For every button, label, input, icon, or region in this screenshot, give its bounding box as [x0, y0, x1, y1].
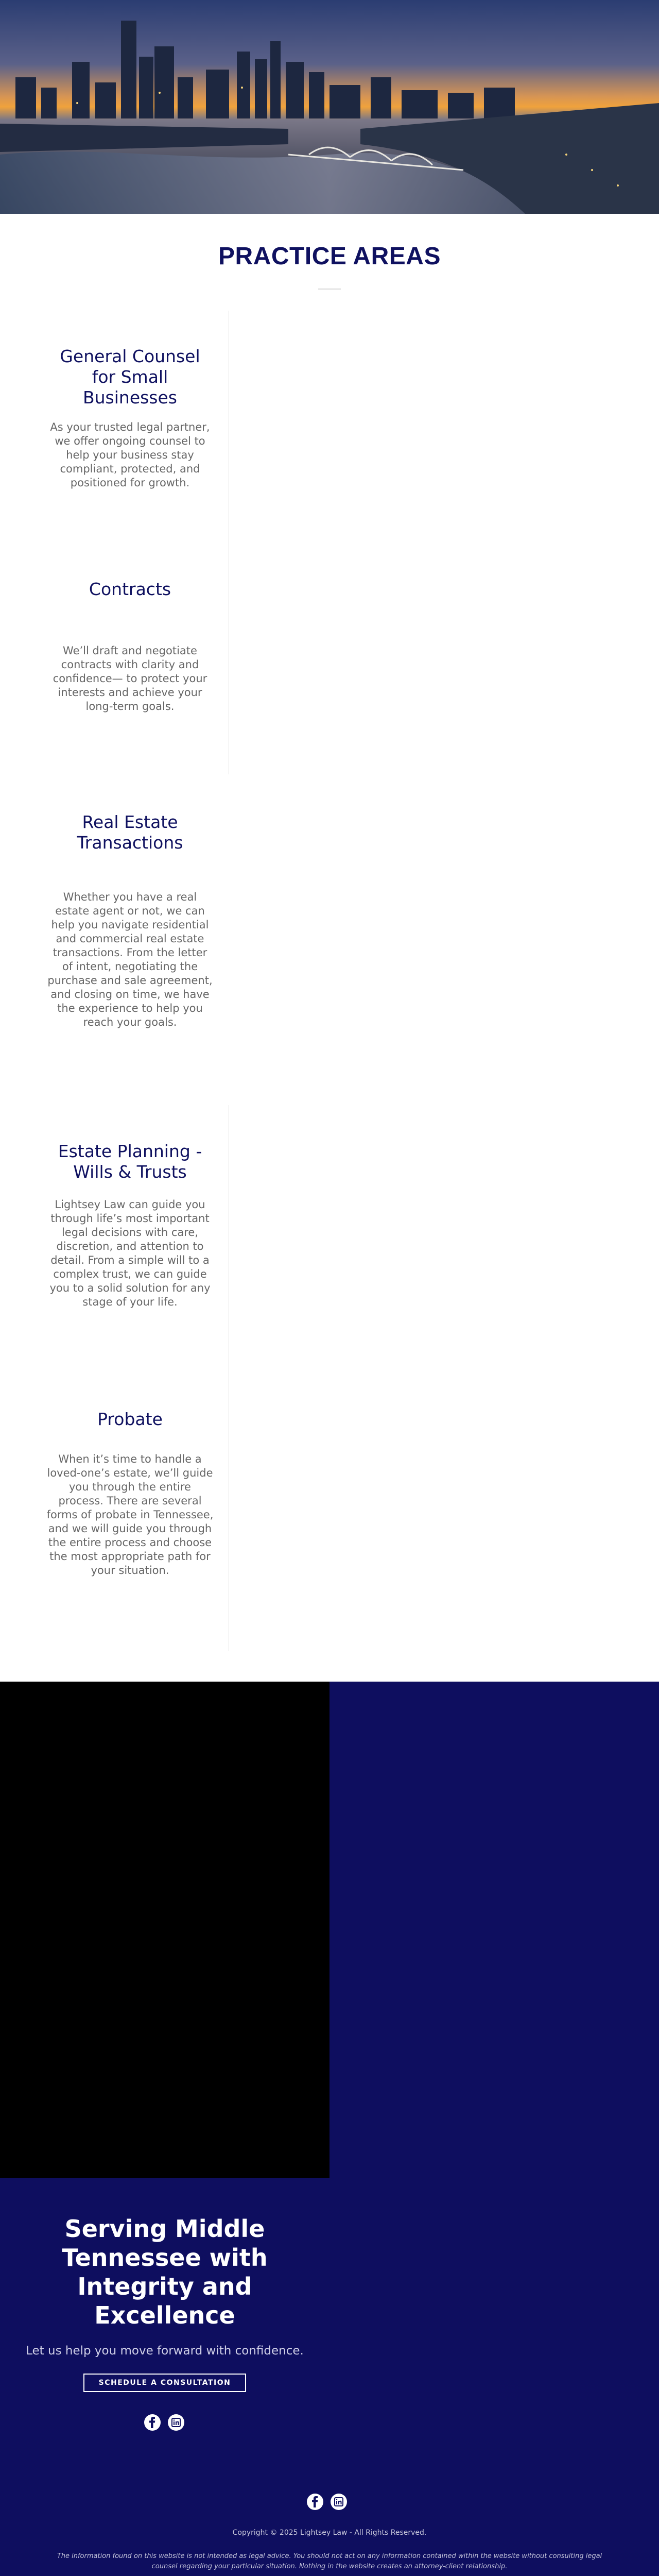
practice-area-title: Estate Planning - Wills & Trusts [58, 1141, 202, 1182]
hero-image [0, 0, 659, 214]
footer-social-links [307, 2494, 347, 2510]
practice-area-text: We’ll draft and negotiate contracts with clarity and confidence— to protect your interests and achieve your long-term goals. [53, 645, 207, 713]
practice-area-title: Contracts [89, 579, 171, 599]
title-divider [318, 289, 341, 290]
linkedin-icon[interactable] [331, 2494, 347, 2510]
practice-area-title: Probate [97, 1409, 163, 1429]
practice-area-real-estate [46, 812, 214, 1029]
facebook-icon[interactable] [307, 2494, 323, 2510]
footer-copyright: Copyright © 2025 Lightsey Law - All Rights Reserved. [232, 2529, 427, 2537]
practice-area-title: General Counsel for Small Businesses [60, 346, 200, 408]
practice-area-title: Real Estate Transactions [77, 812, 183, 853]
video-player[interactable] [0, 1682, 330, 2178]
section-title: PRACTICE AREAS [218, 243, 441, 270]
practice-area-general-counsel [46, 346, 214, 490]
schedule-consultation-button[interactable]: SCHEDULE A CONSULTATION [83, 2374, 246, 2392]
practice-area-estate-planning [46, 1141, 214, 1309]
cta-social-links [144, 2414, 184, 2431]
cta-subtitle: Let us help you move forward with confidence. [26, 2344, 304, 2358]
linkedin-icon[interactable] [168, 2414, 184, 2431]
facebook-icon[interactable] [144, 2414, 161, 2431]
practice-area-text: When it’s time to handle a loved-one’s estate, we’ll guide you through the entire process. There are several forms of probate in Tennessee, and we will guide you through the entire process and choose the most appropriate path for your situation. [46, 1453, 214, 1577]
footer-disclaimer: The information found on this website is not intended as legal advice. You should not act on any information contained within the website without consulting legal counsel regarding your particular situation. Nothing in the website creates an attorney-client relationship. [57, 2552, 602, 2570]
practice-area-text: Whether you have a real estate agent or not, we can help you navigate residential and commercial real estate transactions. From the letter of intent, negotiating the purchase and sale agreement, and closing on time, we have the experience to help you reach your goals. [47, 891, 213, 1028]
practice-area-contracts [46, 579, 214, 714]
practice-area-text: Lightsey Law can guide you through life’s most important legal decisions with care, discretion, and attention to detail. From a simple will to a complex trust, we can guide you to a solid solution for any stage of your life. [49, 1198, 211, 1308]
practice-area-probate [46, 1409, 214, 1578]
skyline-illustration [0, 0, 659, 214]
practice-area-text: As your trusted legal partner, we offer ongoing counsel to help your business stay compliant, protected, and positioned for growth. [50, 421, 210, 489]
cta-heading: Serving Middle Tennessee with Integrity and Excellence [62, 2215, 268, 2329]
